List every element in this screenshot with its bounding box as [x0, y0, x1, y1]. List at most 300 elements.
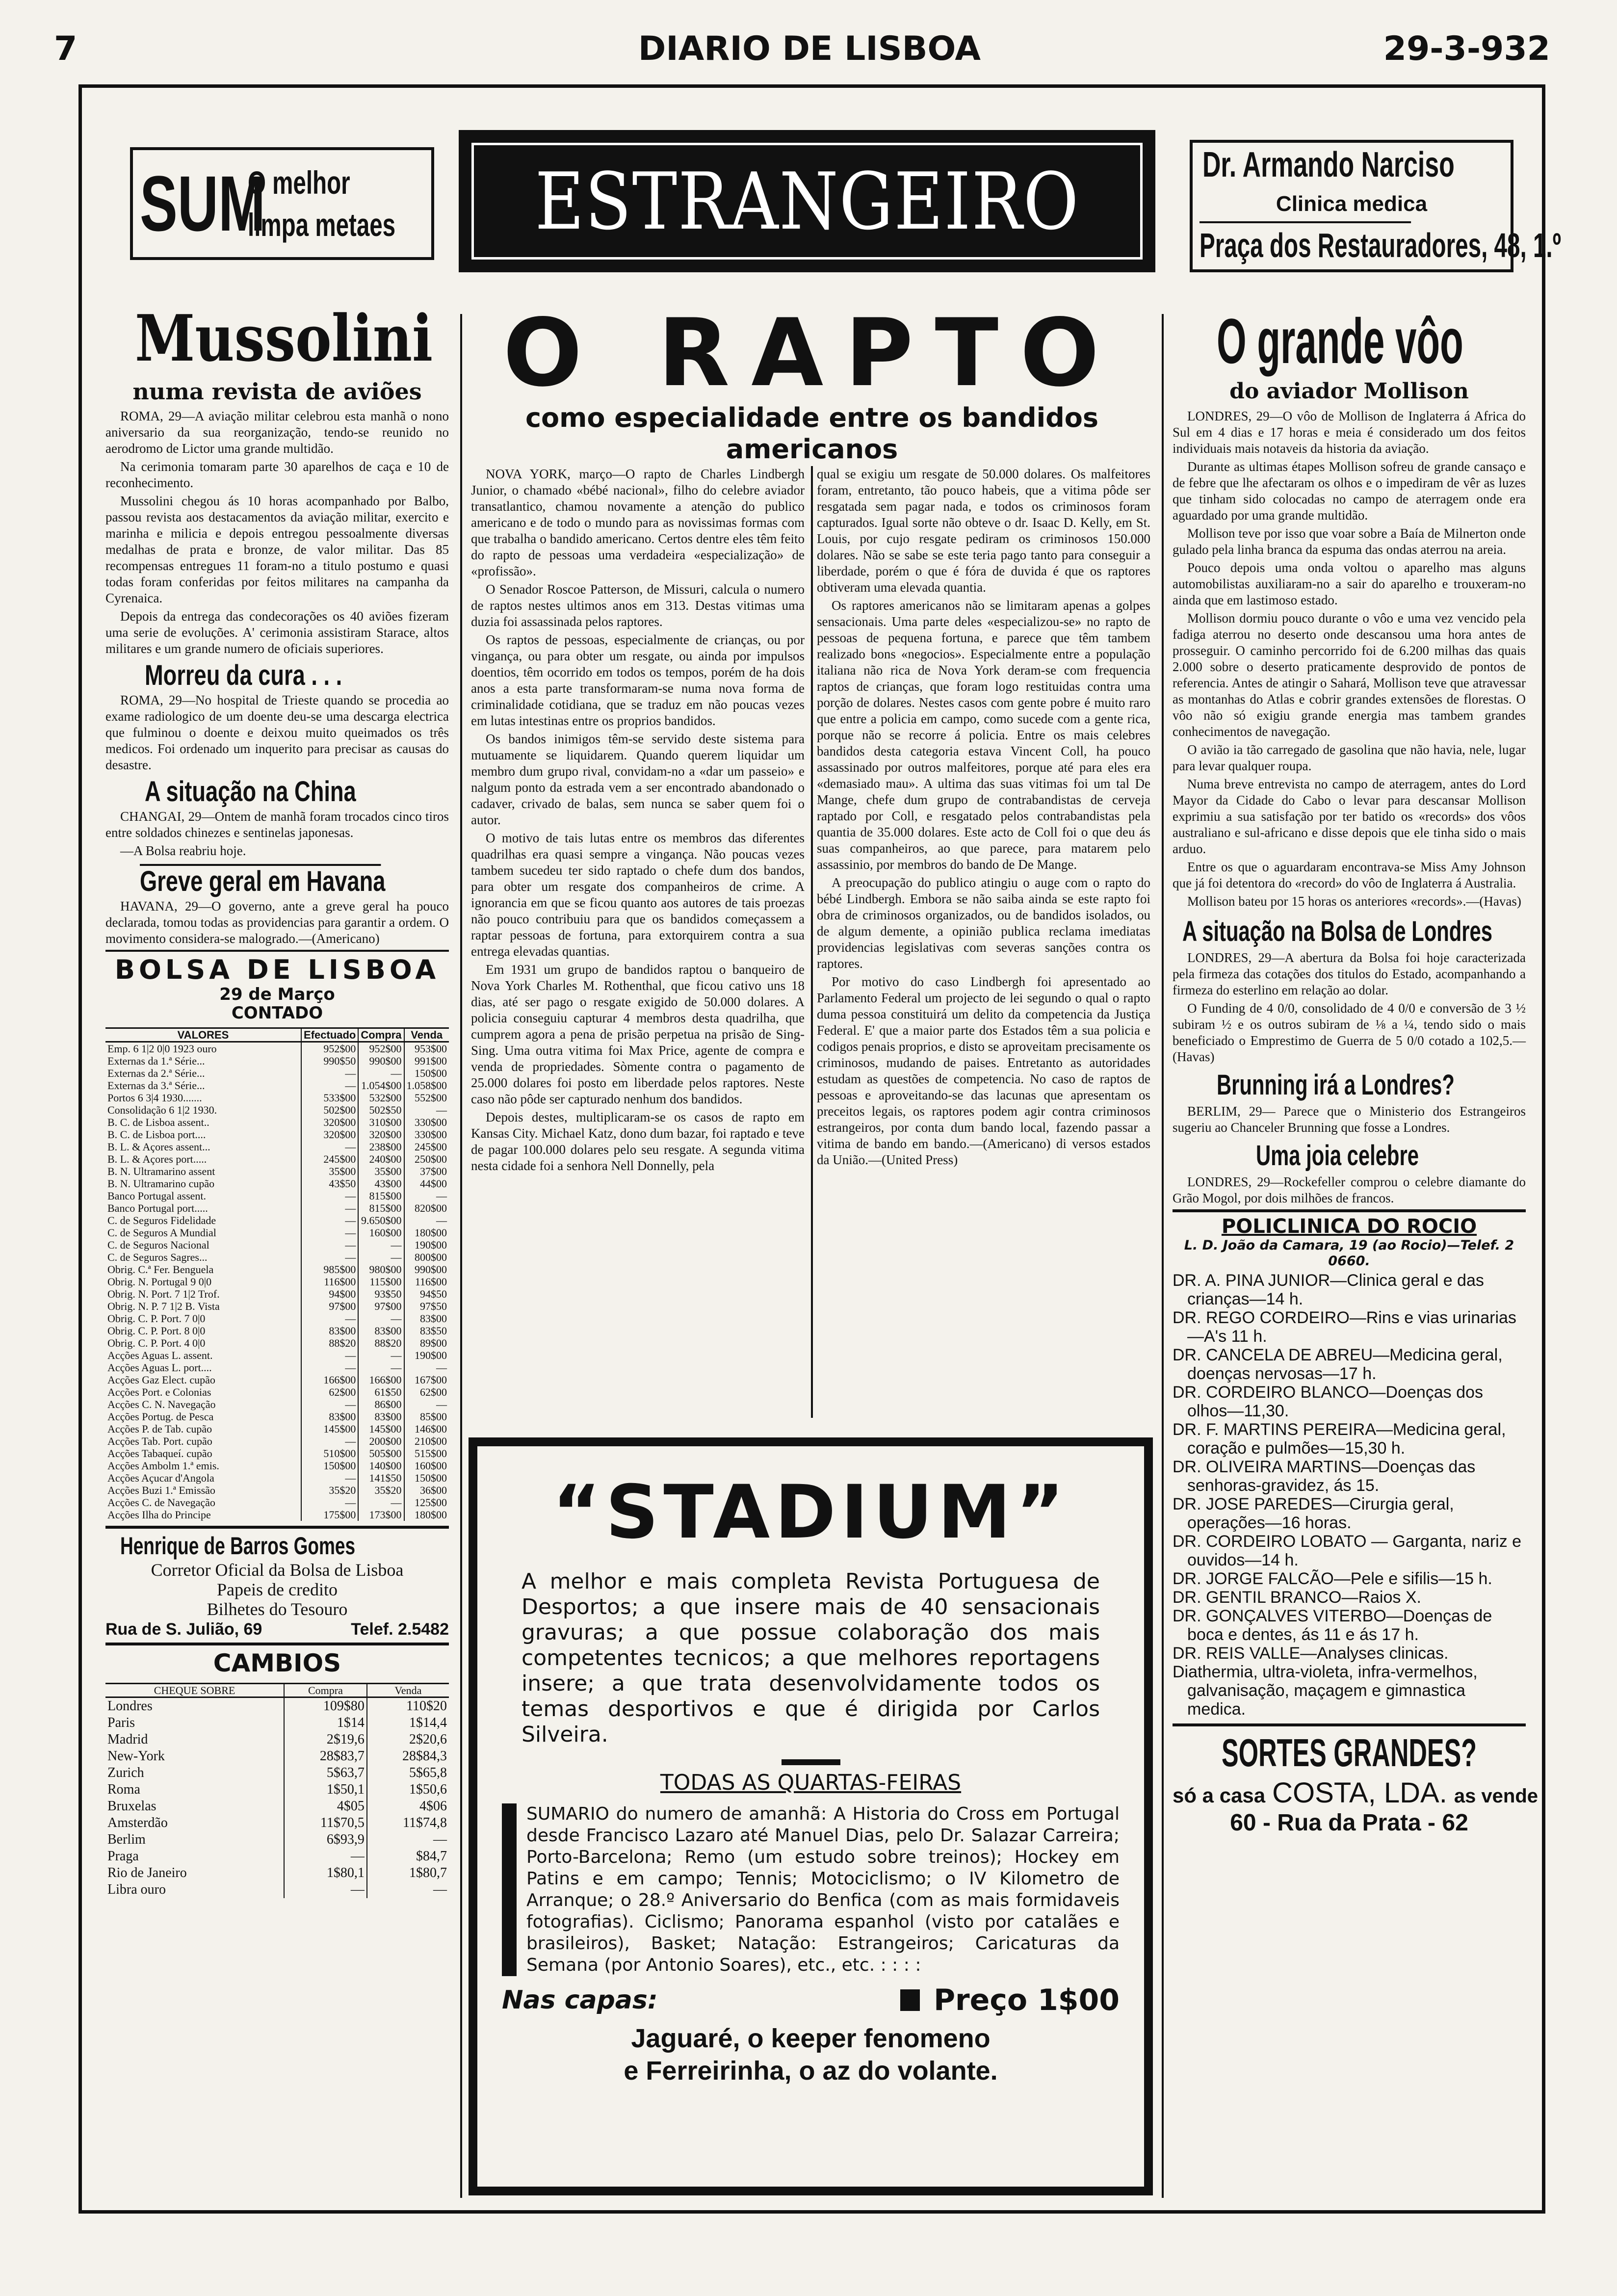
- bolsa-price: 200$00: [358, 1435, 404, 1447]
- policlinica-doctor: DR. GENTIL BRANCO—Raios X.: [1173, 1588, 1421, 1607]
- sortes-casa: só a casa: [1173, 1784, 1266, 1807]
- bolsa-security: C. de Seguros A Mundial: [107, 1226, 216, 1239]
- voo-p: Entre os que o aguardaram encontrava-se Miss Amy Johnson que já foi detentora do «record» do vôo de Inglaterra á Australia.: [1173, 860, 1526, 890]
- bolsa-price: —: [301, 1226, 358, 1239]
- bolsa-price: 180$00: [404, 1509, 449, 1521]
- bolsa-row: [105, 1374, 449, 1386]
- cambios-rate: —: [367, 1831, 449, 1848]
- cambios-rate: 1$14: [284, 1715, 367, 1731]
- cambios-city: Praga: [107, 1849, 139, 1864]
- bolsa-security: Obrig. C.ª Fer. Benguela: [107, 1263, 214, 1276]
- bolsa-price: 502$00: [301, 1104, 358, 1116]
- bolsa-price: 552$00: [404, 1092, 449, 1104]
- bolsa-security: B. N. Ultramarino cupão: [107, 1177, 215, 1190]
- brunning-p: BERLIM, 29— Parece que o Ministerio dos Estrangeiros sugeriu ao Chanceler Brunning que fosse a Londres.: [1173, 1104, 1526, 1135]
- stadium-sumario: SUMARIO do numero de amanhã: A Historia do Cross em Portugal desde Francisco Lazaro até Manuel Dias, pelo Dr. Salazar Carreira; Porto-Barcelona; Remo (um estudo sobre treinos); Hockey em Patins e em campo; Tennis; Motociclismo; o IV Kilometro de Arranque; o 28.º Aniversario do Benfica (com as mais formidaveis fotografias). Ciclismo; Panorama espanhol (visto por catalães e brasileiros), Basket; Natação: Estrangeiros; Caricaturas da Semana (por Antonio Soares), etc., etc. : : : :: [526, 1804, 1120, 1975]
- bolsa-price: 83$00: [301, 1410, 358, 1423]
- bolsa-row: [105, 1214, 449, 1226]
- cambios-rate: 1$50,1: [284, 1781, 367, 1798]
- bolsa-security: Acções P. de Tab. cupão: [107, 1423, 212, 1435]
- voo-p: Mollison teve por isso que voar sobre a Baía de Milnerton onde gulado pela linha branca da espuma das ondas aterrou na areia.: [1173, 526, 1526, 557]
- cambios-row: [105, 1715, 449, 1731]
- china-headline: A situação na China: [145, 776, 356, 808]
- cambios-row: [105, 1798, 449, 1815]
- bolsa-row: [105, 1190, 449, 1202]
- bolsa-price: —: [301, 1496, 358, 1509]
- mussolini-p1: ROMA, 29—A aviação militar celebrou esta manhã o nono aniversario da sua reorganização, tendo-se reunido no aerodromo de Lictor uma grande multidão.: [105, 409, 449, 456]
- rapto-p: Depois destes, multiplicaram-se os casos de rapto em Kansas City. Michael Katz, dono dum bazar, foi raptado e teve de pagar 100.000 dolares pelo seu resgate. A segunda vitima nesta cidade foi a senhora Nell Donnelly, pela: [471, 1110, 805, 1173]
- cambios-title: CAMBIOS: [213, 1649, 341, 1677]
- voo-p: Numa breve entrevista no campo de aterragem, antes do Lord Mayor da Cidade do Cabo o levar para descansar Mollison exprimiu a sua satisfação por ter batido os «records» dos vôos australiano e sul-africano e disse depois que ele tinha sido o mais arduo.: [1173, 777, 1526, 856]
- bolsa-header: Efectuado: [301, 1028, 358, 1042]
- bolsa-row: [105, 1361, 449, 1374]
- stadium-cover2: e Ferreirinha, o az do volante.: [624, 2056, 998, 2086]
- bolsa-date: 29 de Março: [219, 985, 335, 1004]
- bolsa-price: —: [301, 1398, 358, 1410]
- rapto-p: Os bandos inimigos têm-se servido deste sistema para mutuamente se liquidarem. Quando querem liquidar um membro dum grupo rival, convidam-no a «dar um passeio» e nalgum ponto da estrada vem a ser encontrado abandonado o cadaver, crivado de balas, sem nunca se saber quem foi o autor.: [471, 731, 805, 827]
- cambios-rate: —: [284, 1848, 367, 1865]
- bolsa-security: Obrig. N. Port. 7 1|2 Trof.: [107, 1288, 220, 1300]
- bolsa-price: —: [358, 1239, 404, 1251]
- bolsa-security: Acções Açucar d'Angola: [107, 1472, 214, 1484]
- sum-line2: limpa metaes: [248, 207, 396, 243]
- bolsa-title: BOLSA DE LISBOA: [114, 954, 440, 985]
- bolsa-row: [105, 1423, 449, 1435]
- stadium-capas: Nas capas:: [502, 1985, 658, 2015]
- bolsa-price: —: [301, 1079, 358, 1092]
- bolsa-price: —: [301, 1312, 358, 1325]
- mussolini-p2: Na cerimonia tomaram parte 30 aparelhos de caça e 10 de reconhecimento.: [105, 459, 449, 490]
- bolsa-price: 952$00: [358, 1042, 404, 1055]
- cambios-city: Paris: [107, 1715, 135, 1730]
- cambios-row: [105, 1697, 449, 1715]
- bolsa-row: [105, 1386, 449, 1398]
- bolsa-price: 310$00: [358, 1116, 404, 1128]
- cambios-rate: 6$93,9: [284, 1831, 367, 1848]
- bolsa-price: 515$00: [404, 1447, 449, 1460]
- bolsa-row: [105, 1288, 449, 1300]
- bolsa-price: 320$00: [301, 1116, 358, 1128]
- cambios-rate: 1$50,6: [367, 1781, 449, 1798]
- bolsa-security: Obrig. N. P. 7 1|2 B. Vista: [107, 1300, 220, 1312]
- bolsa-price: 62$00: [301, 1386, 358, 1398]
- cambios-rate: 11$70,5: [284, 1815, 367, 1831]
- bolsa-price: 145$00: [358, 1423, 404, 1435]
- bolsa-price: 330$00: [404, 1116, 449, 1128]
- bolsa-header: Venda: [404, 1028, 449, 1042]
- issue-date: 29-3-932: [1383, 29, 1550, 68]
- rapto-p: A preocupação do publico atingiu o auge com o rapto do bébé Lindbergh. Embora se não saiba ainda se este rapto foi obra de criminosos organizados, ou de bandidos isolados, ou de algum demente, a opinião publica reclama imediatas providencias legislativas com severas sanções contra os raptores.: [817, 875, 1150, 971]
- column-rule-left: [460, 314, 462, 2198]
- bolsa-security: Acções Aguas L. assent.: [107, 1349, 213, 1361]
- bolsa-row: [105, 1276, 449, 1288]
- bolsa-price: 116$00: [301, 1276, 358, 1288]
- bolsa-header: VALORES: [105, 1028, 301, 1042]
- broker-line1: Corretor Oficial da Bolsa de Lisboa: [151, 1560, 404, 1580]
- joia-p: LONDRES, 29—Rockefeller comprou o celebre diamante do Grão Mogol, por dois milhões de francos.: [1173, 1174, 1526, 1205]
- rapto-p: NOVA YORK, março—O rapto de Charles Lindbergh Junior, o chamado «bébé nacional», filho do celebre aviador transatlantico, chamou novamente a atenção do publico americano e de todo o mundo para as novissimas formas com que trabalha o bandido americano. Certos dentre eles têm feito do rapto de pessoas uma verdadeira «especialização» de «profissão».: [471, 467, 805, 578]
- policlinica-doctor: DR. REIS VALLE—Analyses clinicas.: [1173, 1644, 1449, 1663]
- bolsa-row: [105, 1337, 449, 1349]
- cambios-row: [105, 1815, 449, 1831]
- bolsa-row: [105, 1092, 449, 1104]
- rapto-p: Por motivo do caso Lindbergh foi apresentado ao Parlamento Federal um projecto de lei segundo o qual o rapto duma pessoa constituirá um delito da competencia da Justiça Federal. E' que a maior parte dos Estados têm a sua policia e codigos penais proprios, e disto se aproveitam precisamente os criminosos, mudando de paises. Entretanto as autoridades estudam as questões de competencia. No caso de raptos de pessoas e aproveitando-se das lacunas que apresentam os preceitos legais, os raptores podem agir contra criminosos estrangeiros, por conta dum bando local, fazendo passar a vitima de bando em bando.—(Americano) di versos estados da União.—(United Press): [817, 974, 1150, 1167]
- bolsa-security: Acções Tabaqueí. cupão: [107, 1447, 212, 1460]
- bolsa-price: 9.650$00: [358, 1214, 404, 1226]
- bolsa-security: B. N. Ultramarino assent: [107, 1165, 215, 1177]
- policlinica-doctor: DR. A. PINA JUNIOR—Clinica geral e das crianças—14 h.: [1173, 1271, 1484, 1308]
- policlinica-doctor: DR. CORDEIRO LOBATO — Garganta, nariz e ouvidos—14 h.: [1173, 1532, 1522, 1569]
- bolsa-price: 210$00: [404, 1435, 449, 1447]
- mussolini-p3: Mussolini chegou ás 10 horas acompanhado por Balbo, passou revista aos destacamentos da aviação militar, exercito e marinha e milicia e depois entregou pessoalmente diversas medalhas de prata e bronze, de valor militar. Das 85 recompensas entregues 11 foram-no a titulo postumo e quasi todas foram conferidas por feitos militares na campanha da Cyrenaica.: [105, 494, 449, 605]
- bolsa-price: —: [404, 1361, 449, 1374]
- bolsa-price: 97$50: [404, 1300, 449, 1312]
- china-p2: —A Bolsa reabriu hoje.: [120, 843, 246, 858]
- bolsa-price: 250$00: [404, 1153, 449, 1165]
- voo-p: Mollison dormiu pouco durante o vôo e uma vez vencido pela fadiga aterrou no deserto onde descansou uma hora antes de prosseguir. O caminho percorrido foi de 6.200 milhas das quais 2.000 sobre o deserto praticamente desprovido de pontos de referencia. Antes de atingir o Sahará, Mollison teve que atravessar as montanhas do Atlas e cobrir grandes extensões de florestas. O vôo não só exigiu grande energia mas tambem grandes conhecimentos de navegação.: [1173, 611, 1526, 739]
- bolsa-londres-headline: A situação na Bolsa de Londres: [1182, 915, 1492, 947]
- bolsa-security: Banco Portugal assent.: [107, 1190, 207, 1202]
- bolsa-price: 43$00: [358, 1177, 404, 1190]
- bolsa-londres-p1: LONDRES, 29—A abertura da Bolsa foi hoje caracterizada pela firmeza das cotações dos titulos do Estado, acompanhando a firmeza do esterlino em relação ao dolar.: [1173, 950, 1526, 997]
- policlinica-title: POLICLINICA DO ROCIO: [1221, 1215, 1477, 1238]
- bolsa-security: Externas da 3.ª Série...: [107, 1079, 205, 1092]
- bolsa-price: —: [358, 1349, 404, 1361]
- bolsa-security: Externas da 2.ª Série...: [107, 1067, 205, 1079]
- bolsa-row: [105, 1509, 449, 1521]
- bolsa-security: B. L. & Açores assent...: [107, 1141, 210, 1153]
- bolsa-price: 86$00: [358, 1398, 404, 1410]
- policlinica-doctor: Diathermia, ultra-violeta, infra-vermelhos, galvanisação, maçagem e gimnastica medica.: [1173, 1663, 1478, 1719]
- bolsa-security: Acções Ambolm 1.ª emis.: [107, 1460, 219, 1472]
- broker-telephone: Telef. 2.5482: [351, 1620, 449, 1639]
- bolsa-row: [105, 1116, 449, 1128]
- bolsa-security: Obrig. N. Portugal 9 0|0: [107, 1276, 212, 1288]
- bolsa-price: 175$00: [301, 1509, 358, 1521]
- bolsa-price: 166$00: [358, 1374, 404, 1386]
- bolsa-price: 160$00: [358, 1226, 404, 1239]
- bolsa-security: Banco Portugal port.....: [107, 1202, 208, 1214]
- bolsa-price: 505$00: [358, 1447, 404, 1460]
- bolsa-price: —: [358, 1496, 404, 1509]
- cambios-rate: 1$14,4: [367, 1715, 449, 1731]
- bolsa-row: [105, 1300, 449, 1312]
- cambios-rate: 110$20: [367, 1697, 449, 1715]
- bolsa-row: [105, 1165, 449, 1177]
- cambios-row: [105, 1831, 449, 1848]
- sortes-vende: as vende: [1454, 1785, 1539, 1807]
- bolsa-price: —: [301, 1472, 358, 1484]
- policlinica-address: L. D. João da Camara, 19 (ao Rocio)—Telef. 2 0660.: [1184, 1238, 1514, 1269]
- bolsa-price: 952$00: [301, 1042, 358, 1055]
- sum-brand: SUM: [140, 159, 265, 247]
- bolsa-price: 320$00: [301, 1128, 358, 1141]
- center-article: [471, 299, 1153, 1428]
- bolsa-price: 1.054$00: [358, 1079, 404, 1092]
- bolsa-row: [105, 1202, 449, 1214]
- sum-line1: O melhor: [248, 164, 350, 201]
- bolsa-price: —: [301, 1202, 358, 1214]
- bolsa-row: [105, 1263, 449, 1276]
- policlinica-doctor: DR. OLIVEIRA MARTINS—Doenças das senhoras-gravidez, ás 15.: [1173, 1458, 1476, 1495]
- bolsa-row: [105, 1251, 449, 1263]
- bolsa-row: [105, 1398, 449, 1410]
- bolsa-price: 93$50: [358, 1288, 404, 1300]
- mussolini-headline: Mussolini: [135, 301, 433, 376]
- doctor-ad: [1190, 140, 1562, 272]
- bolsa-price: —: [404, 1398, 449, 1410]
- bolsa-price: 94$50: [404, 1288, 449, 1300]
- bolsa-price: —: [358, 1067, 404, 1079]
- cambios-row: [105, 1731, 449, 1748]
- cambios-city: Bruxelas: [107, 1799, 156, 1814]
- bolsa-row: [105, 1067, 449, 1079]
- cambios-city: Zurich: [107, 1765, 144, 1780]
- cambios-rate: 109$80: [284, 1697, 367, 1715]
- bolsa-price: 37$00: [404, 1165, 449, 1177]
- bolsa-row: [105, 1410, 449, 1423]
- bolsa-price: 83$00: [404, 1312, 449, 1325]
- cambios-row: [105, 1765, 449, 1781]
- bolsa-price: 320$00: [358, 1128, 404, 1141]
- bolsa-price: —: [301, 1067, 358, 1079]
- policlinica-doctor: DR. JORGE FALCÃO—Pele e sifilis—15 h.: [1173, 1569, 1492, 1588]
- broker-line2: Papeis de credito: [217, 1580, 338, 1599]
- cambios-header: Compra: [284, 1684, 367, 1697]
- bolsa-price: 1.058$00: [404, 1079, 449, 1092]
- bolsa-price: 83$00: [358, 1410, 404, 1423]
- bolsa-price: 150$00: [404, 1472, 449, 1484]
- bolsa-price: 61$50: [358, 1386, 404, 1398]
- bolsa-row: [105, 1141, 449, 1153]
- voo-p: O avião ia tão carregado de gasolina que não havia, nele, lugar para levar qualquer roupa.: [1173, 742, 1526, 773]
- bolsa-row: [105, 1496, 449, 1509]
- bolsa-security: Acções Tab. Port. cupão: [107, 1435, 212, 1447]
- havana-headline: Greve geral em Havana: [140, 864, 381, 895]
- cambios-rate: 1$80,7: [367, 1865, 449, 1881]
- bolsa-price: 83$50: [404, 1325, 449, 1337]
- bolsa-security: Consolidação 6 1|2 1930.: [107, 1104, 217, 1116]
- bolsa-price: 35$00: [358, 1165, 404, 1177]
- bolsa-security: B. C. de Lisboa port....: [107, 1128, 206, 1141]
- newspaper-name: DIARIO DE LISBOA: [638, 29, 981, 68]
- bolsa-row: [105, 1177, 449, 1190]
- cambios-header: Venda: [367, 1684, 449, 1697]
- bolsa-price: 83$00: [301, 1325, 358, 1337]
- bolsa-price: 83$00: [358, 1325, 404, 1337]
- bolsa-price: 88$20: [358, 1337, 404, 1349]
- cambios-table: [105, 1683, 449, 1898]
- cambios-rate: 5$65,8: [367, 1765, 449, 1781]
- bolsa-price: 43$50: [301, 1177, 358, 1190]
- bolsa-security: Acções Port. e Colonias: [107, 1386, 211, 1398]
- bolsa-price: 97$00: [358, 1300, 404, 1312]
- voo-p: Durante as ultimas étapes Mollison sofreu de grande cansaço e de febre que lhe afectaram os olhos e o impediram de vêr as luzes que tinham sido colocadas no campo de aterragem onde era aguardado por uma grande multidão.: [1173, 459, 1526, 522]
- stadium-title: “STADIUM”: [552, 1470, 1069, 1555]
- bolsa-price: 990$50: [301, 1055, 358, 1067]
- cambios-row: [105, 1748, 449, 1765]
- bolsa-price: 140$00: [358, 1460, 404, 1472]
- bolsa-security: Obrig. C. P. Port. 7 0|0: [107, 1312, 206, 1325]
- section-title: ESTRANGEIRO: [535, 155, 1079, 247]
- left-column: [105, 301, 449, 2203]
- rapto-p: Os raptos de pessoas, especialmente de crianças, ou por vingança, ou para obter um resgate, ou ainda por impulsos doentios, têm ocorrido em todos os tempos, porém de ha dois anos a esta parte transformaram-se numa nova forma de criminalidade cotidiana, que se traduz em não poucas vezes em lutas intestinas entre os proprios bandidos.: [471, 632, 805, 728]
- bolsa-price: —: [358, 1361, 404, 1374]
- rapto-col-left: [471, 466, 805, 1428]
- stadium-body: A melhor e mais completa Revista Portuguesa de Desportos; a que insere mais de 40 sensacionais gravuras; a que possue colaboração dos mais competentes tecnicos; a que melhores reportagens insere; a que trata desenvolvidamente todos os temas desportivos e que é dirigida por Carlos Silveira.: [522, 1569, 1100, 1747]
- rapto-p: O motivo de tais lutas entre os membros das diferentes quadrilhas era quasi sempre a vingança. Não poucas vezes tambem sucedeu ter sido raptado o chefe dum dos bandos, para obter um resgate dos companheiros de crime. A ignorancia em que se ficou quanto aos autores de tais proezas não pouco contribuiu para que os bandidos começassem a raptar pessoas de fortuna, para extorquirem contra a sua entrega elevadas quantias.: [471, 831, 805, 959]
- bolsa-price: 190$00: [404, 1239, 449, 1251]
- bolsa-header: Compra: [358, 1028, 404, 1042]
- china-p1: CHANGAI, 29—Ontem de manhã foram trocados cinco tiros entre soldados chinezes e sentinelas japonesas.: [105, 809, 449, 840]
- voo-p: Pouco depois uma onda voltou o aparelho mas alguns automobilistas auxiliaram-no a sair do aparelho e trouxeram-no ainda que em lastimoso estado.: [1173, 560, 1526, 607]
- cambios-city: New-York: [107, 1748, 165, 1764]
- bolsa-price: 115$00: [358, 1276, 404, 1288]
- bolsa-price: 167$00: [404, 1374, 449, 1386]
- policlinica-doctors: [1173, 1271, 1526, 1719]
- bolsa-row: [105, 1128, 449, 1141]
- bolsa-security: Obrig. C. P. Port. 8 0|0: [107, 1325, 206, 1337]
- right-column: [1173, 304, 1539, 2203]
- stadium-ad: [469, 1437, 1153, 2195]
- brunning-headline: Brunning irá a Londres?: [1217, 1069, 1455, 1101]
- stadium-cover1: Jaguaré, o keeper fenomeno: [631, 2024, 991, 2053]
- bolsa-row: [105, 1349, 449, 1361]
- cambios-rate: 28$84,3: [367, 1748, 449, 1765]
- bolsa-price: 97$00: [301, 1300, 358, 1312]
- rapto-p: Os raptores americanos não se limitaram apenas a golpes sensacionais. Uma parte deles «especializou-se» no rapto de pessoas de pequena fortuna, e parece que têm tambem realizado bons «negocios». Especialmente entre a população italiana não rica de Nova York deram-se com frequencia raptos de crianças, que foram logo restituidas contra uma porção de dolares. Nestes casos com gente pobre é muito raro que entre a policia em campo, como sucede com a gente rica, porque não se recorre á policia. Entre os mais celebres bandidos desta categoria estava Vincent Coll, ha pouco assassinado por outros malfeitores, porque até para eles era «demasiado mau». A ultima das suas vitimas foi um tal De Mange, chefe dum grupo de contrabandistas de cerveja raptado por Coll, e resgatado pelos contrabandistas pela quantia de 35.000 dolares. Este acto de Coll foi o que deu ás suas companheiros, ao que parece, para matarem pelo assassinio, por membros do bando de De Mange.: [817, 598, 1150, 872]
- doctor-name: Dr. Armando Narciso: [1202, 145, 1455, 184]
- bolsa-security: C. de Seguros Sagres...: [107, 1251, 208, 1263]
- rapto-headline: O RAPTO: [503, 299, 1121, 407]
- cambios-city: Rio de Janeiro: [107, 1865, 187, 1880]
- bolsa-price: 160$00: [404, 1460, 449, 1472]
- sortes-headline: SORTES GRANDES?: [1222, 1731, 1477, 1774]
- bolsa-row: [105, 1239, 449, 1251]
- bolsa-price: 44$00: [404, 1177, 449, 1190]
- bolsa-security: C. de Seguros Nacional: [107, 1239, 209, 1251]
- bolsa-row: [105, 1435, 449, 1447]
- bolsa-price: 85$00: [404, 1410, 449, 1423]
- clinic-type: Clinica medica: [1276, 192, 1428, 216]
- rapto-subhead: como especialidade entre os bandidos americanos: [525, 402, 1099, 465]
- bolsa-price: —: [301, 1214, 358, 1226]
- bolsa-price: 990$00: [358, 1055, 404, 1067]
- bolsa-security: C. de Seguros Fidelidade: [107, 1214, 216, 1226]
- bolsa-row: [105, 1484, 449, 1496]
- bolsa-price: 88$20: [301, 1337, 358, 1349]
- rapto-col-right: [817, 466, 1150, 1428]
- bolsa-row: [105, 1042, 449, 1055]
- bolsa-price: 245$00: [301, 1153, 358, 1165]
- voo-subhead: do aviador Mollison: [1229, 379, 1469, 404]
- policlinica-doctor: DR. REGO CORDEIRO—Rins e vias urinarias—A's 11 h.: [1173, 1308, 1516, 1346]
- bolsa-security: Acções Aguas L. port....: [107, 1361, 212, 1374]
- bolsa-security: Acções Gaz Elect. cupão: [107, 1374, 215, 1386]
- bolsa-row: [105, 1460, 449, 1472]
- bolsa-price: 245$00: [404, 1141, 449, 1153]
- bolsa-price: —: [358, 1312, 404, 1325]
- bolsa-price: 173$00: [358, 1509, 404, 1521]
- bolsa-security: B. C. de Lisboa assent..: [107, 1116, 209, 1128]
- bolsa-price: 240$00: [358, 1153, 404, 1165]
- broker-line3: Bilhetes do Tesouro: [207, 1599, 348, 1619]
- havana-p: HAVANA, 29—O governo, ante a greve geral ha pouco declarada, tomou todas as providencias para garantir a ordem. O movimento considera-se malogrado.—(Americano): [105, 899, 449, 946]
- cambios-city: Madrid: [107, 1732, 148, 1747]
- bolsa-price: 150$00: [404, 1067, 449, 1079]
- bolsa-price: —: [301, 1141, 358, 1153]
- cambios-row: [105, 1848, 449, 1865]
- mussolini-p4: Depois da entrega das condecorações os 40 aviões fizeram uma serie de evoluções. A' cerimonia assistiram Starace, altos militares e um grande numero de oficiais superiores.: [105, 609, 449, 656]
- bolsa-price: 985$00: [301, 1263, 358, 1276]
- bolsa-price: 145$00: [301, 1423, 358, 1435]
- bolsa-price: 991$00: [404, 1055, 449, 1067]
- bolsa-row: [105, 1055, 449, 1067]
- bolsa-price: 815$00: [358, 1202, 404, 1214]
- joia-headline: Uma joia celebre: [1256, 1140, 1419, 1172]
- bolsa-row: [105, 1472, 449, 1484]
- cambios-city: Berlim: [107, 1832, 146, 1847]
- bolsa-security: Acções C. de Navegação: [107, 1496, 215, 1509]
- bolsa-security: Acções Ilha do Principe: [107, 1509, 211, 1521]
- policlinica-doctor: DR. CORDEIRO BLANCO—Doenças dos olhos—11,30.: [1173, 1383, 1483, 1420]
- bolsa-row: [105, 1447, 449, 1460]
- cambios-rate: $84,7: [367, 1848, 449, 1865]
- bolsa-price: 190$00: [404, 1349, 449, 1361]
- bolsa-row: [105, 1312, 449, 1325]
- broker-name: Henrique de Barros Gomes: [120, 1532, 356, 1560]
- cambios-rate: —: [367, 1881, 449, 1898]
- rapto-p: O Senador Roscoe Patterson, de Missuri, calcula o numero de raptos nestes ultimos anos em 313. Destas vitimas uma duzia foi assassinada pelos raptores.: [471, 582, 805, 629]
- cambios-rate: 2$19,6: [284, 1731, 367, 1748]
- bolsa-security: Portos 6 3|4 1930.......: [107, 1092, 202, 1104]
- bolsa-price: 94$00: [301, 1288, 358, 1300]
- bolsa-price: 116$00: [404, 1276, 449, 1288]
- policlinica-doctor: DR. GONÇALVES VITERBO—Doenças de boca e dentes, ás 11 e ás 17 h.: [1173, 1607, 1492, 1644]
- cambios-rate: 4$05: [284, 1798, 367, 1815]
- cambios-rate: —: [284, 1881, 367, 1898]
- bolsa-price: —: [404, 1190, 449, 1202]
- bolsa-row: [105, 1226, 449, 1239]
- bolsa-price: 35$20: [301, 1484, 358, 1496]
- bolsa-security: Acções C. N. Navegação: [107, 1398, 216, 1410]
- bolsa-row: [105, 1079, 449, 1092]
- bolsa-price: 36$00: [404, 1484, 449, 1496]
- policlinica-doctor: DR. F. MARTINS PEREIRA—Medicina geral, coração e pulmões—15,30 h.: [1173, 1420, 1506, 1458]
- bolsa-price: —: [301, 1361, 358, 1374]
- bolsa-price: —: [404, 1214, 449, 1226]
- broker-address: Rua de S. Julião, 69: [105, 1620, 262, 1639]
- bolsa-price: 533$00: [301, 1092, 358, 1104]
- bolsa-price: —: [301, 1239, 358, 1251]
- morreu-p: ROMA, 29—No hospital de Trieste quando se procedia ao exame radiologico de um doente deu-se uma descarga electrica que fulminou o doente e deixou muito queimados os três medicos. Foi ordenado um inquerito para precisar as causas do desastre.: [105, 693, 449, 772]
- cambios-city: Londres: [107, 1698, 153, 1714]
- rapto-p: Em 1931 um grupo de bandidos raptou o banqueiro de Nova York Charles M. Rothenthal, que ficou cativo uns 18 dias, até ser pago o resgate exigido de 50.000 dolares. A policia conseguiu capturar 4 membros desta quadrilha, que cumprem agora a pena de prisão perpetua na prisão de Sing-Sing. Uma outra vitima foi Max Price, agente de compra e venda de propriedades. Sòmente contra o pagamento de 25.000 dolares foi posto em liberdade pelos raptores. Neste caso não pôde ser capturado nenhum dos bandidos.: [471, 962, 805, 1106]
- bolsa-price: —: [301, 1435, 358, 1447]
- cambios-rate: 11$74,8: [367, 1815, 449, 1831]
- cambios-rate: 1$80,1: [284, 1865, 367, 1881]
- bolsa-price: 89$00: [404, 1337, 449, 1349]
- cambios-city: Roma: [107, 1782, 140, 1797]
- bolsa-price: 166$00: [301, 1374, 358, 1386]
- section-banner: [459, 130, 1155, 272]
- bolsa-price: 820$00: [404, 1202, 449, 1214]
- bolsa-price: —: [404, 1104, 449, 1116]
- sortes-firm: COSTA, LDA.: [1272, 1777, 1447, 1809]
- bolsa-price: —: [358, 1251, 404, 1263]
- cambios-rate: 2$20,6: [367, 1731, 449, 1748]
- bolsa-price: 146$00: [404, 1423, 449, 1435]
